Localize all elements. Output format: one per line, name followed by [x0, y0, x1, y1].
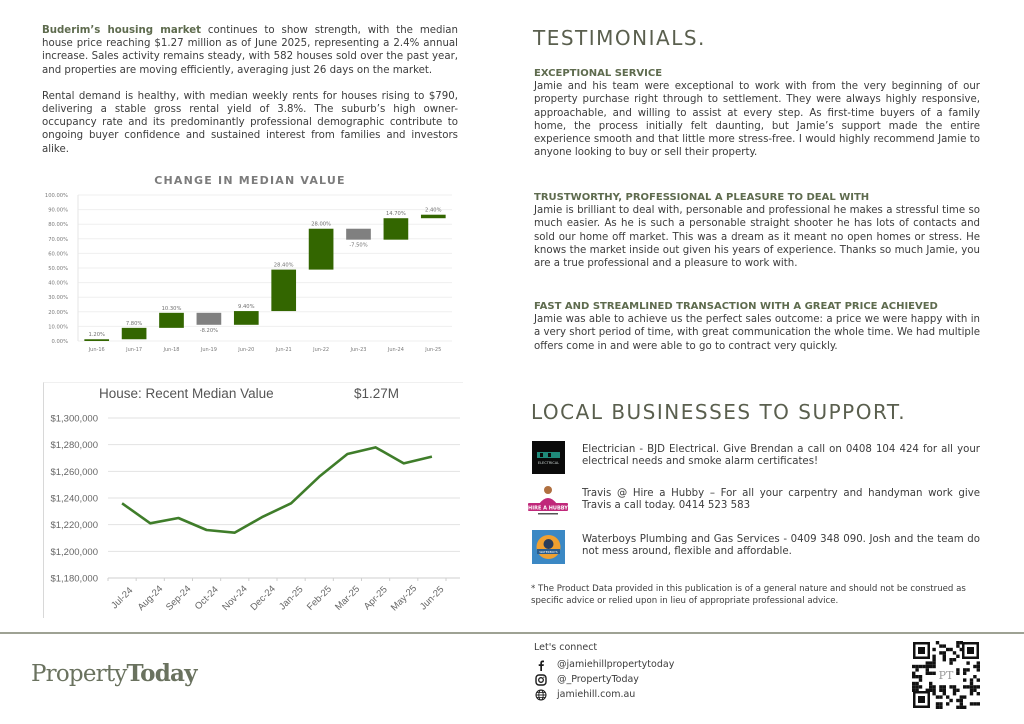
x-tick-label: Apr-25	[361, 584, 390, 613]
qr-module	[977, 665, 980, 668]
qr-module	[966, 668, 969, 671]
qr-module	[929, 665, 932, 668]
website-link[interactable]: jamiehill.com.au	[557, 689, 636, 700]
qr-module	[966, 661, 969, 664]
qr-module	[926, 665, 929, 668]
x-tick-label: Nov-24	[220, 583, 250, 613]
waterfall-bar	[122, 328, 147, 339]
x-tick-label: Jun-22	[313, 347, 330, 353]
logo-text: WATERBOYS	[539, 550, 558, 554]
qr-module	[956, 655, 959, 658]
qr-module	[932, 689, 935, 692]
hire-a-hubby-logo-icon	[524, 484, 570, 524]
line-chart-headline-value: $1.27M	[354, 386, 400, 401]
qr-module	[936, 702, 939, 705]
y-tick-label: $1,220,000	[50, 520, 98, 532]
market-summary-paragraph-1	[42, 24, 458, 77]
globe-icon	[535, 689, 547, 701]
qr-module	[977, 678, 980, 681]
qr-module	[926, 672, 929, 675]
qr-module	[932, 661, 935, 664]
testimonial-body: Jamie was able to achieve us the perfect sales outcome: a price we were happy with in a very short period of time, with great communication the whole time. We had multiple offers come in and were able to go to contract very quickly.	[534, 314, 980, 352]
x-tick-label: Jun-23	[350, 347, 367, 353]
qr-code-icon[interactable]	[912, 641, 980, 709]
qr-module	[943, 685, 946, 688]
data-label: 2.40%	[425, 207, 442, 214]
x-tick-label: Sep-24	[163, 583, 194, 613]
y-tick-label: 20.00%	[48, 309, 68, 316]
testimonial-3	[534, 300, 980, 353]
qr-module	[973, 665, 976, 668]
qr-module	[929, 661, 932, 664]
y-tick-label: 40.00%	[48, 280, 68, 287]
qr-module	[936, 695, 939, 698]
qr-module	[912, 685, 915, 688]
qr-module	[932, 658, 935, 661]
y-tick-label: 10.00%	[48, 324, 68, 331]
brand-part-1: Property	[31, 661, 127, 687]
x-tick-label: Jun-21	[275, 347, 292, 353]
qr-module	[963, 672, 966, 675]
data-label: 14.70%	[386, 211, 406, 218]
qr-module	[963, 678, 966, 681]
x-tick-label: Jun-17	[126, 347, 143, 353]
qr-module	[943, 658, 946, 661]
waterfall-chart-title: CHANGE IN MEDIAN VALUE	[154, 174, 346, 187]
y-tick-label: $1,280,000	[50, 440, 98, 452]
x-tick-label: Jun-24	[387, 347, 404, 353]
median-value-line	[122, 447, 432, 532]
qr-module	[919, 665, 922, 668]
line-chart	[40, 400, 460, 616]
qr-module	[960, 695, 963, 698]
qr-module	[915, 682, 918, 685]
logo-text: ELECTRICAL	[537, 461, 560, 465]
data-label: 28.00%	[311, 221, 331, 228]
waterfall-bar	[346, 229, 371, 240]
qr-module	[939, 695, 942, 698]
y-tick-label: 70.00%	[48, 236, 68, 243]
qr-module	[973, 689, 976, 692]
qr-module	[932, 672, 935, 675]
bjd-electrical-logo-icon	[524, 440, 570, 480]
qr-module	[973, 702, 976, 705]
qr-module	[960, 706, 963, 709]
waterboys-logo-icon	[524, 530, 570, 570]
qr-module	[939, 706, 942, 709]
qr-module	[936, 706, 939, 709]
qr-module	[960, 702, 963, 705]
qr-module	[912, 675, 915, 678]
qr-module	[977, 702, 980, 705]
qr-module	[960, 699, 963, 702]
x-tick-label: Feb-25	[304, 583, 335, 613]
qr-module	[949, 661, 952, 664]
testimonial-body: Jamie and his team were exceptional to work with from the very beginning of our property purchase right through to settlement. They were always highly responsive, approachable, and willing to assist at every step. As first-time buyers of a family home, the process initially felt daunting, but Jamie’s support made the entire experience smooth and that little more stress-free. I would highly recommend Jamie to anyone looking to buy or sell their property.	[534, 81, 980, 159]
business-description: Travis @ Hire a Hubby – For all your carpentry and handyman work give Travis a call today. 0414 523 583	[582, 488, 980, 511]
qr-module	[966, 685, 969, 688]
y-tick-label: $1,240,000	[50, 493, 98, 505]
qr-module	[926, 668, 929, 671]
qr-module	[970, 689, 973, 692]
data-label: 7.80%	[125, 320, 143, 327]
business-item	[524, 484, 984, 524]
testimonial-title: TRUSTWORTHY, PROFESSIONAL A PLEASURE TO DEAL WITH	[534, 192, 870, 203]
market-summary	[42, 24, 458, 169]
qr-module	[973, 685, 976, 688]
qr-module	[936, 641, 939, 644]
waterfall-bar	[159, 313, 184, 328]
data-label: -8.20%	[199, 327, 219, 334]
qr-module	[963, 685, 966, 688]
qr-module	[953, 651, 956, 654]
qr-module	[915, 665, 918, 668]
data-label: 28.40%	[273, 262, 294, 269]
waterfall-bar	[384, 218, 409, 239]
qr-module	[932, 665, 935, 668]
qr-module	[926, 661, 929, 664]
x-tick-label: Jun-18	[163, 347, 180, 353]
qr-module	[953, 689, 956, 692]
qr-module	[953, 692, 956, 695]
qr-module	[956, 699, 959, 702]
y-tick-label: $1,260,000	[50, 466, 98, 478]
qr-module	[963, 706, 966, 709]
qr-module	[949, 685, 952, 688]
x-tick-label: Jun-25	[417, 584, 447, 613]
business-description: Electrician - BJD Electrical. Give Brendan a call on 0408 104 424 for all your electrical needs and smoke alarm certificates!	[582, 444, 980, 467]
market-summary-text: continues to show strength, with the median house price reaching $1.27 million as of June 2025, representing a 2.4% annual increase. Sales activity remains steady, with 582 houses sold over the past year, and properties are moving efficiently, averaging just 26 days on the market.	[42, 25, 459, 76]
x-tick-label: Jun-20	[238, 347, 255, 353]
testimonial-title: FAST AND STREAMLINED TRANSACTION WITH A GREAT PRICE ACHIEVED	[534, 301, 938, 312]
qr-module	[963, 668, 966, 671]
qr-module	[956, 706, 959, 709]
qr-module	[939, 651, 942, 654]
business-description: Waterboys Plumbing and Gas Services - 0409 348 090. Josh and the team do not mess around, flexible and affordable.	[582, 534, 980, 557]
qr-module	[956, 641, 959, 644]
qr-module	[970, 702, 973, 705]
business-item	[524, 440, 984, 480]
qr-module	[956, 644, 959, 647]
waterfall-bar	[84, 339, 109, 341]
waterfall-bar	[234, 311, 259, 325]
rental-summary-paragraph: Rental demand is healthy, with median weekly rents for houses rising to $790, delivering a stable gross rental yield of 3.8%. The suburb’s high owner-occupancy rate and its predominantly professional demographic contribute to ongoing buyer confidence and sustained interest from families and investors alike.	[42, 90, 458, 155]
qr-module	[977, 668, 980, 671]
connect-title: Let's connect	[534, 642, 598, 653]
brand-part-2: Today	[126, 660, 197, 687]
qr-module	[970, 678, 973, 681]
qr-module	[970, 692, 973, 695]
qr-module	[970, 685, 973, 688]
facebook-icon	[535, 659, 547, 671]
qr-module	[929, 672, 932, 675]
y-tick-label: 90.00%	[48, 207, 68, 214]
qr-module	[932, 648, 935, 651]
qr-module	[946, 702, 949, 705]
qr-module	[977, 661, 980, 664]
y-tick-label: $1,180,000	[50, 573, 98, 585]
x-tick-label: Jun-19	[200, 347, 217, 353]
data-label: 9.40%	[238, 304, 255, 311]
x-tick-label: Jun-16	[88, 347, 105, 353]
qr-module	[919, 675, 922, 678]
data-label: -7.50%	[349, 242, 368, 249]
x-tick-label: Jun-25	[425, 347, 442, 353]
qr-module	[943, 644, 946, 647]
qr-module	[912, 682, 915, 685]
x-tick-label: Dec-24	[248, 583, 278, 613]
footer-divider	[0, 632, 1024, 634]
qr-module	[956, 668, 959, 671]
y-tick-label: 80.00%	[48, 222, 68, 229]
x-tick-label: Mar-25	[333, 583, 363, 613]
qr-module	[915, 675, 918, 678]
qr-module	[929, 685, 932, 688]
waterfall-bar	[271, 270, 296, 311]
y-tick-label: $1,300,000	[50, 413, 98, 425]
instagram-icon	[535, 674, 547, 686]
testimonial-body: Jamie is brilliant to deal with, personable and professional he makes a stressful time so much easier. As he is such a personable straight shooter he has lots of contacts and sold our home off market. This was a dream as it meant no open homes or stress. He knows the market inside out given his years of experience. Thanks so much Jamie, you are a true professional and a pleasure to work with.	[534, 205, 980, 270]
x-tick-label: Jul-24	[109, 585, 136, 612]
business-item	[524, 530, 984, 570]
x-tick-label: Aug-24	[135, 583, 166, 613]
qr-module	[973, 675, 976, 678]
social-handle[interactable]: @_PropertyToday	[557, 674, 639, 685]
qr-module	[922, 665, 925, 668]
qr-module	[912, 665, 915, 668]
testimonial-title: EXCEPTIONAL SERVICE	[534, 68, 663, 79]
qr-module	[970, 682, 973, 685]
qr-module	[929, 682, 932, 685]
data-label: 10.30%	[161, 305, 182, 312]
waterfall-chart	[40, 188, 460, 360]
qr-module	[949, 699, 952, 702]
disclaimer: * The Product Data provided in this publication is of a general nature and should not be construed as specific advice or relied upon in lieu of appropriate professional advice.	[531, 584, 966, 606]
y-tick-label: $1,200,000	[50, 546, 98, 558]
waterfall-bar	[421, 215, 446, 219]
local-businesses-heading: LOCAL BUSINESSES TO SUPPORT.	[531, 400, 907, 424]
qr-module	[963, 695, 966, 698]
qr-module	[977, 685, 980, 688]
qr-module	[943, 655, 946, 658]
qr-module	[946, 648, 949, 651]
x-tick-label: Oct-24	[192, 584, 221, 613]
qr-module	[977, 692, 980, 695]
qr-module	[939, 689, 942, 692]
y-tick-label: 0.00%	[51, 339, 68, 345]
line-chart-title: House: Recent Median Value	[99, 386, 274, 401]
qr-module	[956, 689, 959, 692]
y-tick-label: 60.00%	[48, 251, 68, 258]
x-tick-label: May-25	[388, 583, 420, 614]
qr-module	[943, 692, 946, 695]
waterfall-bar	[309, 229, 334, 270]
qr-module	[943, 651, 946, 654]
social-handle[interactable]: @jamiehillpropertytoday	[557, 659, 675, 670]
qr-module	[939, 702, 942, 705]
data-label: 1.20%	[88, 332, 105, 339]
logo-text: HIRE A HUBBY	[528, 505, 568, 512]
qr-module	[949, 658, 952, 661]
qr-module	[915, 668, 918, 671]
qr-module	[919, 685, 922, 688]
qr-module	[912, 672, 915, 675]
y-tick-label: 30.00%	[48, 295, 68, 302]
qr-module	[949, 648, 952, 651]
property-today-logo	[31, 660, 197, 687]
qr-module	[956, 672, 959, 675]
qr-center-logo: PT	[938, 669, 954, 682]
qr-module	[946, 695, 949, 698]
waterfall-bar	[197, 313, 222, 325]
qr-module	[915, 685, 918, 688]
qr-module	[932, 692, 935, 695]
y-tick-label: 50.00%	[48, 266, 68, 272]
x-tick-label: Jan-25	[277, 584, 306, 613]
market-summary-lead: Buderim’s housing market	[42, 25, 202, 36]
testimonial-2	[534, 191, 980, 270]
qr-module	[953, 658, 956, 661]
qr-module	[943, 689, 946, 692]
qr-module	[939, 685, 942, 688]
qr-module	[953, 685, 956, 688]
qr-module	[932, 685, 935, 688]
testimonials-heading: TESTIMONIALS.	[533, 26, 706, 50]
qr-module	[919, 678, 922, 681]
y-tick-label: 100.00%	[44, 193, 68, 199]
qr-module	[932, 655, 935, 658]
qr-module	[939, 644, 942, 647]
testimonial-1	[534, 67, 980, 159]
